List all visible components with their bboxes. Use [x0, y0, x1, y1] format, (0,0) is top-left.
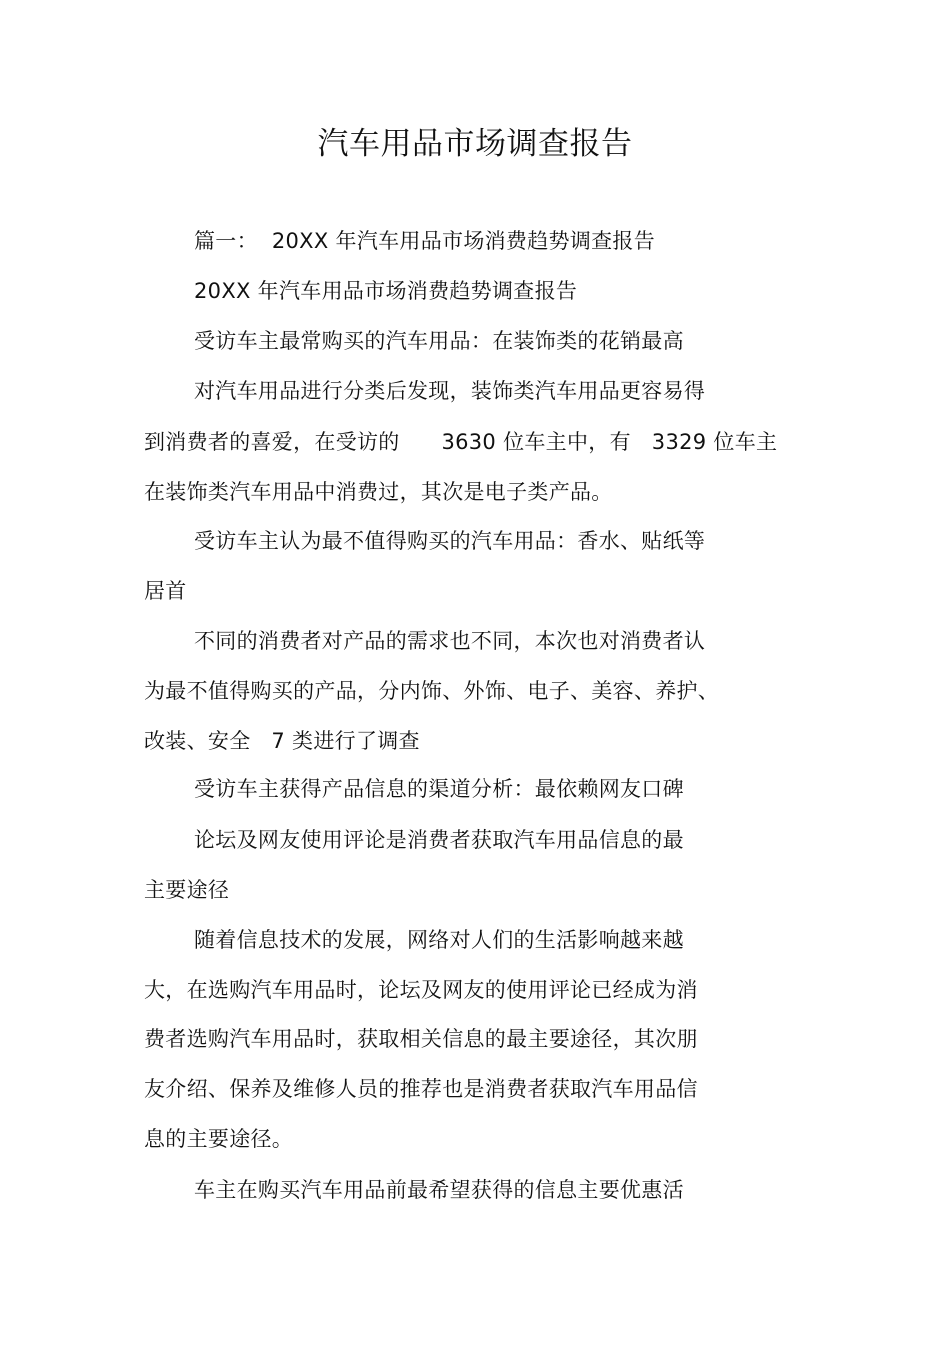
paragraph-line: 友介绍、保养及维修人员的推荐也是消费者获取汽车用品信	[144, 1077, 698, 1101]
paragraph-line: 受访车主认为最不值得购买的汽车用品：香水、贴纸等	[194, 529, 706, 553]
paragraph-line: 大，在选购汽车用品时，论坛及网友的使用评论已经成为消	[144, 978, 698, 1002]
paragraph-line: 为最不值得购买的产品，分内饰、外饰、电子、美容、养护、	[144, 679, 720, 703]
paragraph-line: 20XX 年汽车用品市场消费趋势调查报告	[194, 279, 578, 303]
paragraph-line: 息的主要途径。	[144, 1127, 294, 1151]
paragraph-line: 随着信息技术的发展，网络对人们的生活影响越来越	[194, 928, 684, 952]
paragraph-line: 改装、安全 7 类进行了调查	[144, 729, 420, 753]
paragraph-line: 居首	[144, 579, 187, 603]
paragraph-line: 费者选购汽车用品时，获取相关信息的最主要途径，其次朋	[144, 1027, 698, 1051]
paragraph-line: 车主在购买汽车用品前最希望获得的信息主要优惠活	[194, 1178, 684, 1202]
paragraph-line: 受访车主最常购买的汽车用品：在装饰类的花销最高	[194, 329, 684, 353]
paragraph-line: 主要途径	[144, 878, 230, 902]
paragraph-line: 受访车主获得产品信息的渠道分析：最依赖网友口碑	[194, 777, 684, 801]
document-title: 汽车用品市场调查报告	[317, 126, 633, 162]
paragraph-line: 到消费者的喜爱，在受访的 3630 位车主中，有 3329 位车主	[144, 430, 778, 454]
paragraph-line: 对汽车用品进行分类后发现，装饰类汽车用品更容易得	[194, 379, 706, 403]
paragraph-line: 篇一： 20XX 年汽车用品市场消费趋势调查报告	[194, 229, 656, 253]
paragraph-line: 不同的消费者对产品的需求也不同，本次也对消费者认	[194, 629, 706, 653]
paragraph-line: 论坛及网友使用评论是消费者获取汽车用品信息的最	[194, 828, 684, 852]
paragraph-line: 在装饰类汽车用品中消费过，其次是电子类产品。	[144, 480, 613, 504]
